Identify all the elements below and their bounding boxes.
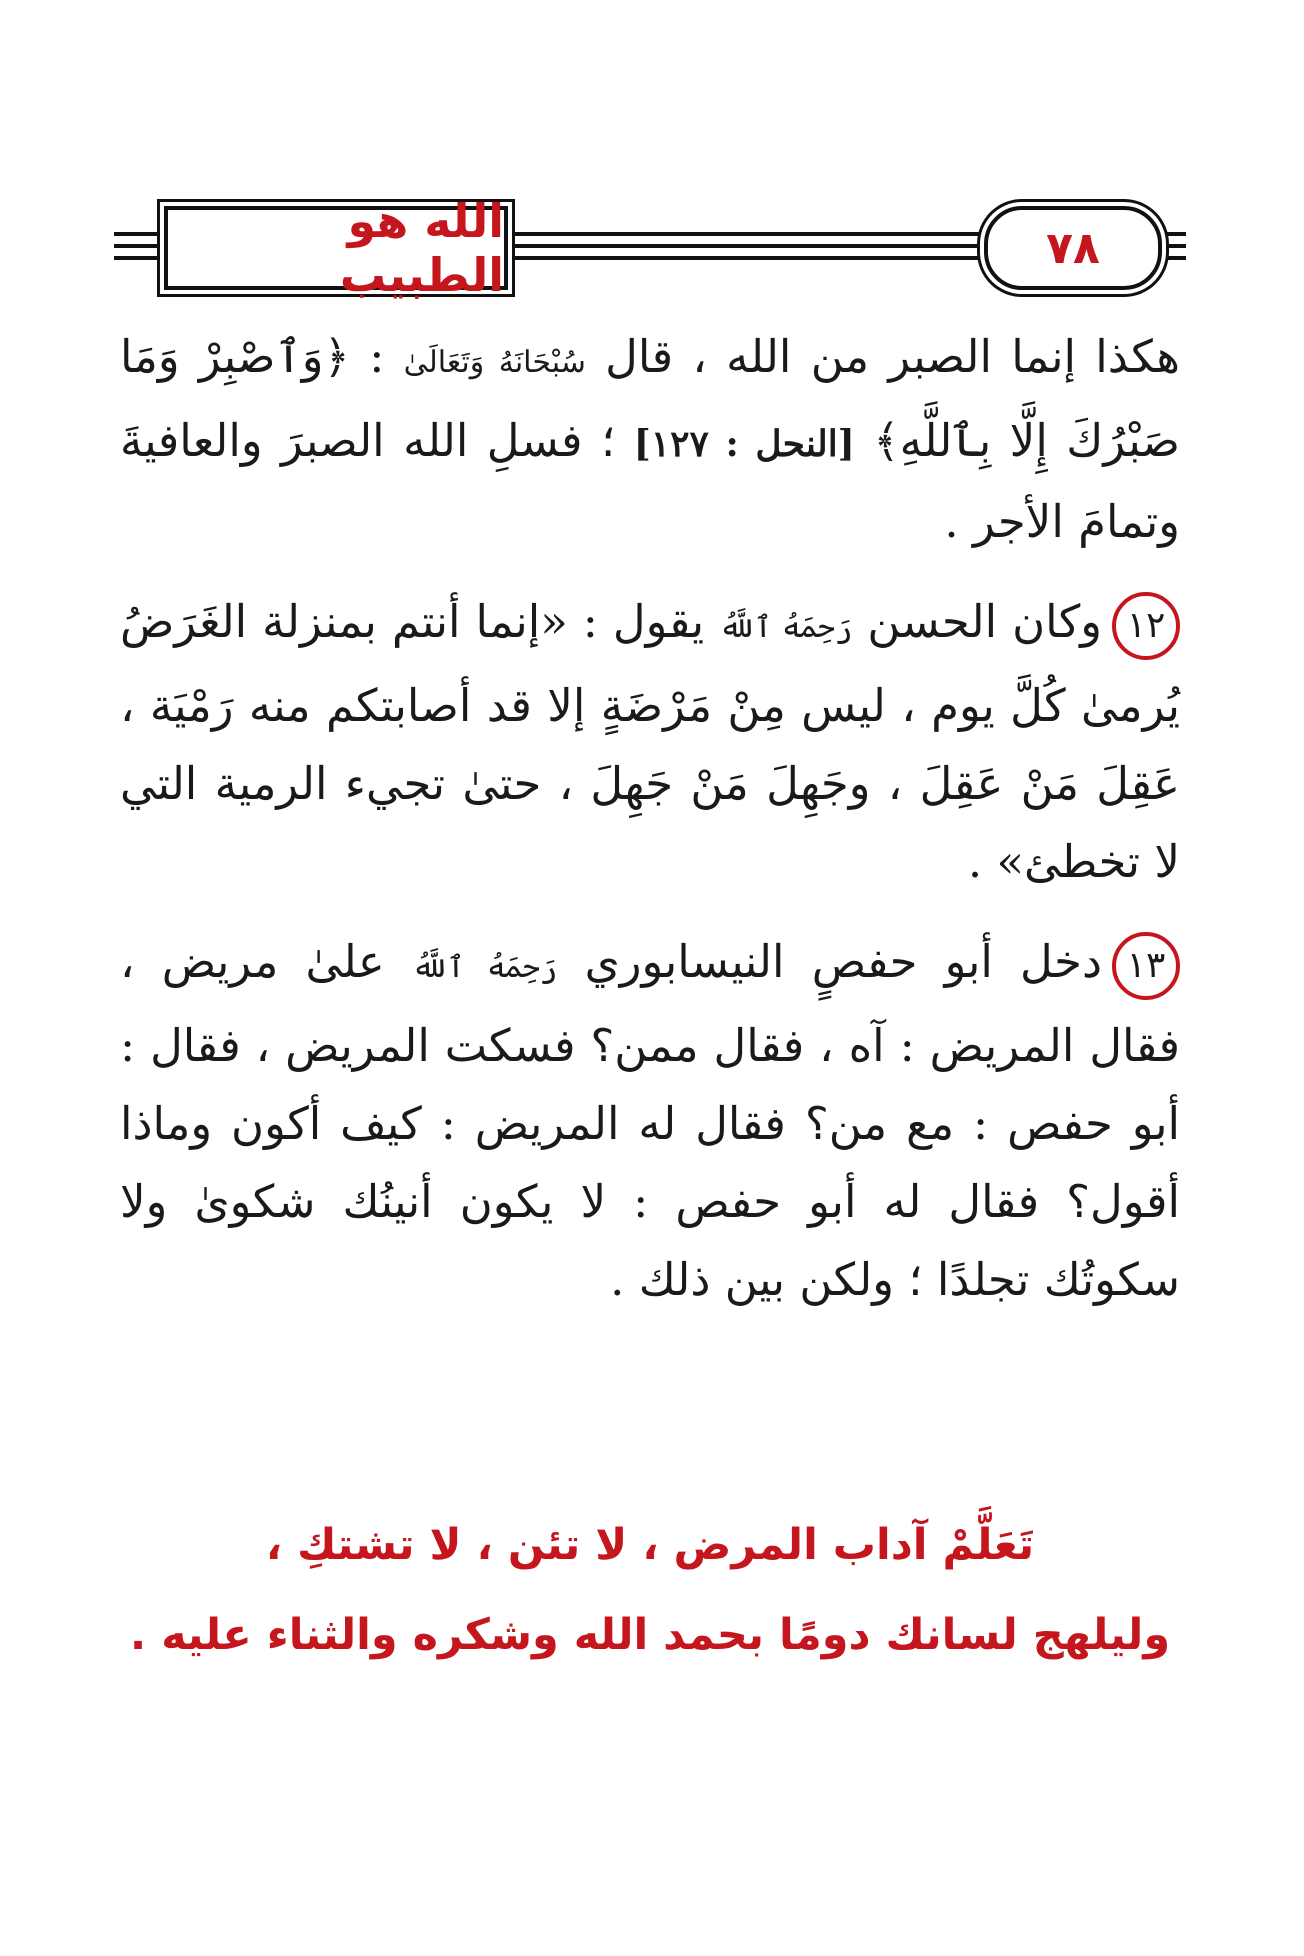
- paragraph-text: دخل أبو حفصٍ النيسابوري: [557, 935, 1102, 988]
- paragraph-text: علىٰ مريض ، فقال المريض : آه ، فقال ممن؟ فسكت المريض ، فقال : أبو حفص : مع من؟ فقال له المريض : كيف أكون وماذا أقول؟ فقال له أبو حفص : لا يكون أنينُك شكوىٰ ولا سكوتُك تجلدًا ؛ ولكن بين ذلك .: [120, 935, 1180, 1306]
- page-content: [120, 318, 1180, 1319]
- advice-line: تَعَلَّمْ آداب المرض ، لا تئن ، لا تشتكِ ،: [265, 1520, 1035, 1570]
- paragraph-text: هكذا إنما الصبر من الله ، قال: [585, 330, 1180, 383]
- paragraph-13: [120, 923, 1180, 1319]
- chapter-title-box: [164, 194, 508, 302]
- item-number-badge: ١٣: [1112, 932, 1180, 1000]
- page-number: ٧٨: [1046, 222, 1100, 274]
- chapter-title: الله هو الطبيب: [339, 194, 504, 302]
- honorific: رَحِمَهُ ٱللَّهُ: [719, 610, 853, 645]
- paragraph-patience: [120, 318, 1180, 561]
- page-number-badge: [984, 206, 1162, 290]
- page-header: [114, 194, 1186, 302]
- paragraph-text: يقول : «إنما أنتم بمنزلة الغَرَضُ يُرمىٰ كُلَّ يوم ، ليس مِنْ مَرْضَةٍ إلا قد أصابتكم منه رَمْيَة ، عَقِلَ مَنْ عَقِلَ ، وجَهِلَ مَنْ جَهِلَ ، حتىٰ تجيء الرمية التي لا تخطئ» .: [120, 595, 1180, 888]
- honorific: سُبْحَانَهُ وَتَعَالَىٰ: [403, 345, 586, 380]
- paragraph-text: وكان الحسن: [852, 595, 1103, 648]
- item-number-badge: ١٢: [1112, 592, 1180, 660]
- honorific: رَحِمَهُ ٱللَّهُ: [411, 950, 558, 985]
- advice-block: [120, 1500, 1180, 1680]
- advice-line: وليلهج لسانك دومًا بحمد الله وشكره والثناء عليه .: [129, 1610, 1171, 1660]
- quran-verse: : ﴿وَٱصْبِرْ وَمَا صَبْرُكَ إِلَّا بِٱللَّهِ﴾: [120, 330, 1180, 467]
- paragraph-12: [120, 583, 1180, 901]
- paragraph-text: ؛ فسلِ الله الصبرَ والعافيةَ وتمامَ الأجر .: [120, 414, 1180, 548]
- verse-reference: [النحل : ١٢٧]: [633, 423, 855, 465]
